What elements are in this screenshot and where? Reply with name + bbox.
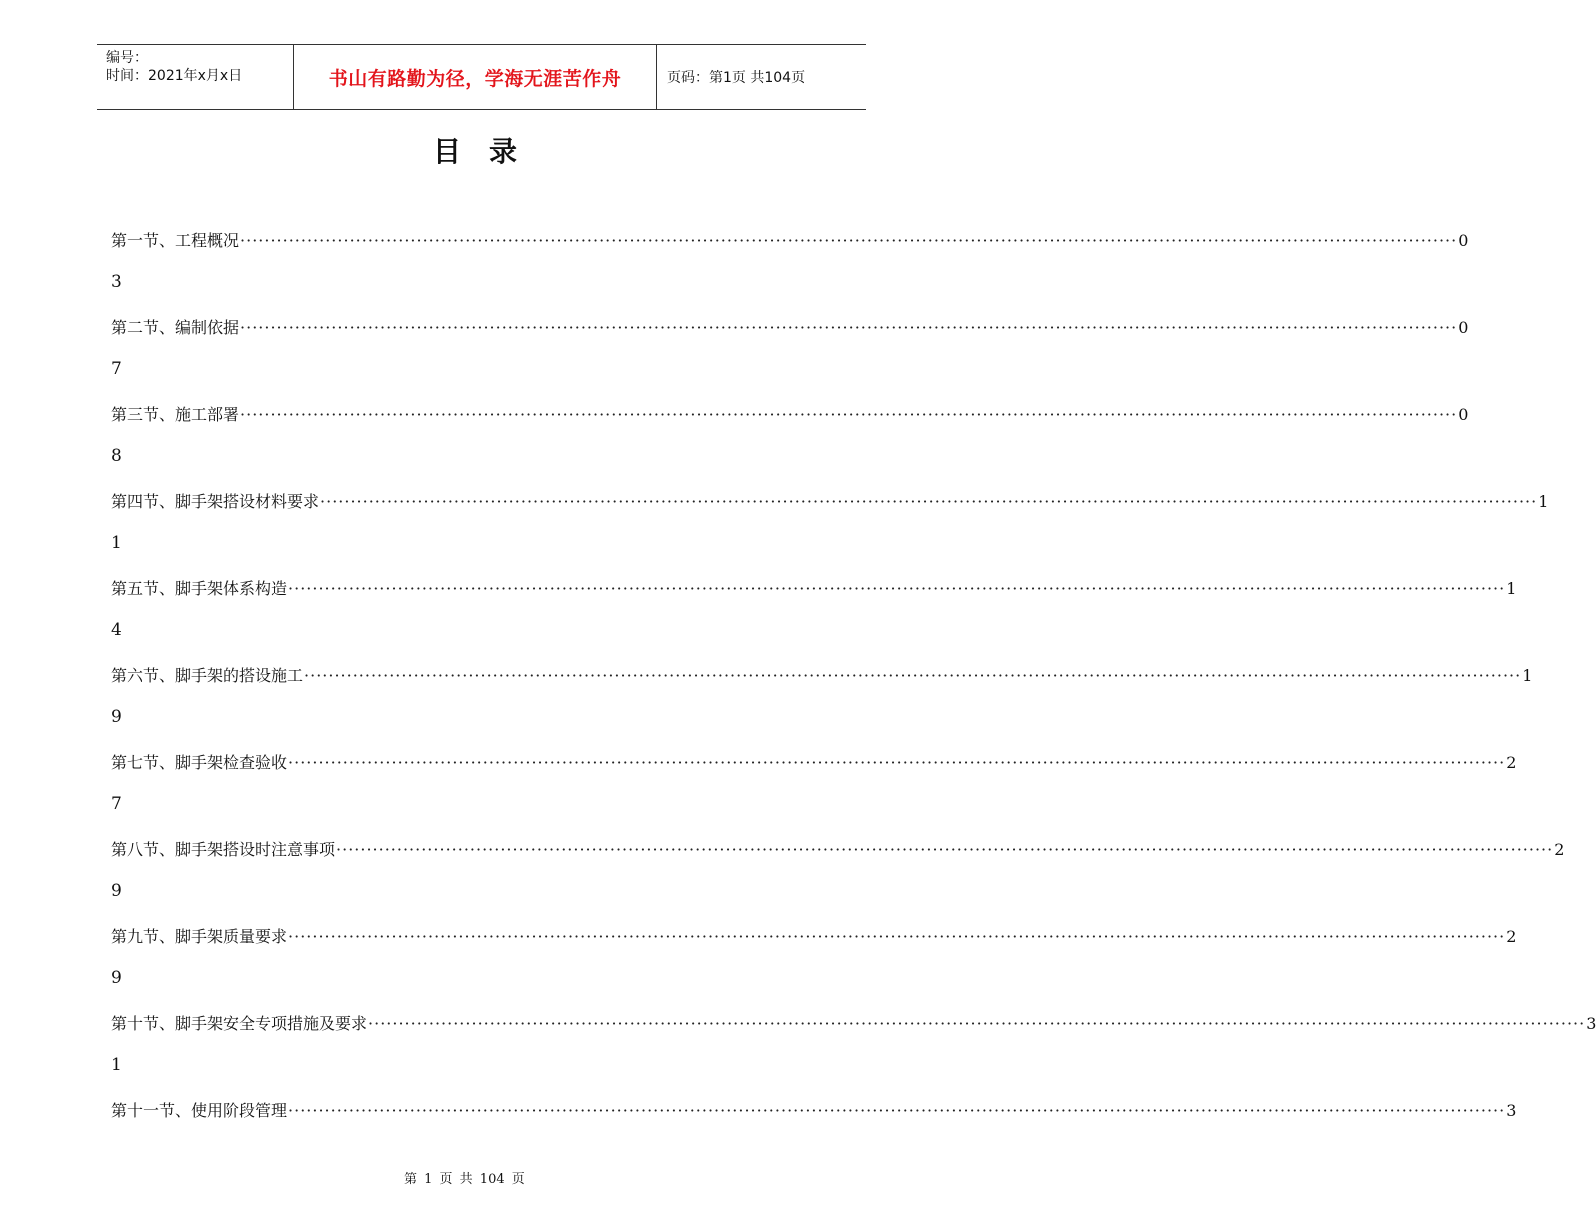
toc-leader-dots: ········································································································································································································	[304, 666, 1522, 685]
toc-page-number-continuation: 7	[111, 359, 122, 379]
toc-entry[interactable]	[111, 833, 1565, 920]
table-of-contents	[111, 224, 1596, 1181]
toc-entry-line	[111, 924, 1517, 947]
toc-entry-label: 第十节、脚手架安全专项措施及要求	[111, 1014, 368, 1033]
toc-entry-label: 第三节、施工部署	[111, 405, 240, 424]
toc-entry-line	[111, 837, 1565, 860]
toc-entry-line	[111, 576, 1517, 599]
toc-entry-label: 第十一节、使用阶段管理	[111, 1101, 288, 1120]
toc-entry[interactable]	[111, 659, 1533, 746]
toc-entry[interactable]	[111, 746, 1517, 833]
toc-entry-label: 第六节、脚手架的搭设施工	[111, 666, 304, 685]
toc-entry-label: 第二节、编制依据	[111, 318, 240, 337]
toc-page-number-continuation: 9	[111, 968, 122, 988]
toc-leader-dots: ········································································································································································································	[288, 579, 1506, 598]
toc-entry-label: 第七节、脚手架检查验收	[111, 753, 288, 772]
toc-leader-dots: ········································································································································································································	[368, 1014, 1586, 1033]
toc-leader-dots: ········································································································································································································	[320, 492, 1538, 511]
toc-leader-dots: ········································································································································································································	[288, 1101, 1506, 1120]
toc-page-number-first-digit: 3	[1506, 1101, 1517, 1120]
toc-leader-dots: ········································································································································································································	[336, 840, 1554, 859]
toc-leader-dots: ········································································································································································································	[240, 405, 1458, 424]
toc-entry-line	[111, 402, 1469, 425]
toc-page-number-first-digit: 0	[1458, 405, 1469, 424]
toc-entry-line	[111, 315, 1469, 338]
toc-page-number-first-digit: 0	[1458, 318, 1469, 337]
page-title: 目录	[432, 135, 545, 168]
toc-page-number-continuation: 7	[111, 794, 122, 814]
toc-entry[interactable]	[111, 485, 1549, 572]
toc-entry-label: 第九节、脚手架质量要求	[111, 927, 288, 946]
toc-page-number-continuation: 9	[111, 707, 122, 727]
toc-page-number-continuation: 1	[111, 533, 122, 553]
toc-page-number-first-digit: 1	[1522, 666, 1533, 685]
toc-page-number-continuation: 3	[111, 272, 122, 292]
toc-page-number-first-digit: 1	[1538, 492, 1549, 511]
page-info: 页码：第1页 共104页	[667, 70, 806, 86]
toc-page-number-first-digit: 2	[1506, 927, 1517, 946]
toc-page-number-continuation: 4	[111, 620, 122, 640]
toc-entry[interactable]	[111, 224, 1469, 311]
toc-entry[interactable]	[111, 572, 1517, 659]
toc-entry[interactable]	[111, 398, 1469, 485]
header-page-cell	[657, 45, 866, 109]
document-header	[97, 44, 866, 110]
toc-page-number-first-digit: 2	[1506, 753, 1517, 772]
toc-page-number-continuation: 8	[111, 446, 122, 466]
toc-entry-line	[111, 228, 1469, 251]
toc-entry[interactable]	[111, 311, 1469, 398]
toc-page-number-continuation: 9	[111, 881, 122, 901]
toc-leader-dots: ········································································································································································································	[240, 318, 1458, 337]
toc-leader-dots: ········································································································································································································	[288, 927, 1506, 946]
toc-entry[interactable]	[111, 920, 1517, 1007]
toc-leader-dots: ········································································································································································································	[240, 231, 1458, 250]
header-motto-cell	[293, 45, 657, 109]
toc-entry[interactable]	[111, 1007, 1596, 1094]
toc-page-number-first-digit: 1	[1506, 579, 1517, 598]
motto-text: 书山有路勤为径，学海无涯苦作舟	[328, 67, 622, 90]
toc-entry-label: 第四节、脚手架搭设材料要求	[111, 492, 320, 511]
toc-page-number-first-digit: 0	[1458, 231, 1469, 250]
toc-page-number-first-digit: 3	[1586, 1014, 1596, 1033]
toc-entry-line	[111, 663, 1533, 686]
toc-entry-line	[111, 1011, 1596, 1034]
toc-entry-label: 第五节、脚手架体系构造	[111, 579, 288, 598]
toc-leader-dots: ········································································································································································································	[288, 753, 1506, 772]
toc-entry-label: 第一节、工程概况	[111, 231, 240, 250]
serial-number-label: 编号：	[106, 50, 148, 66]
header-meta	[97, 45, 293, 109]
toc-entry-line	[111, 750, 1517, 773]
toc-entry-line	[111, 489, 1549, 512]
date-label: 时间：2021年x月x日	[106, 68, 243, 84]
toc-entry-line	[111, 1098, 1517, 1121]
page-footer: 第 1 页 共 104 页	[404, 1172, 525, 1187]
toc-page-number-continuation: 1	[111, 1055, 122, 1075]
toc-page-number-first-digit: 2	[1554, 840, 1565, 859]
toc-entry-label: 第八节、脚手架搭设时注意事项	[111, 840, 336, 859]
